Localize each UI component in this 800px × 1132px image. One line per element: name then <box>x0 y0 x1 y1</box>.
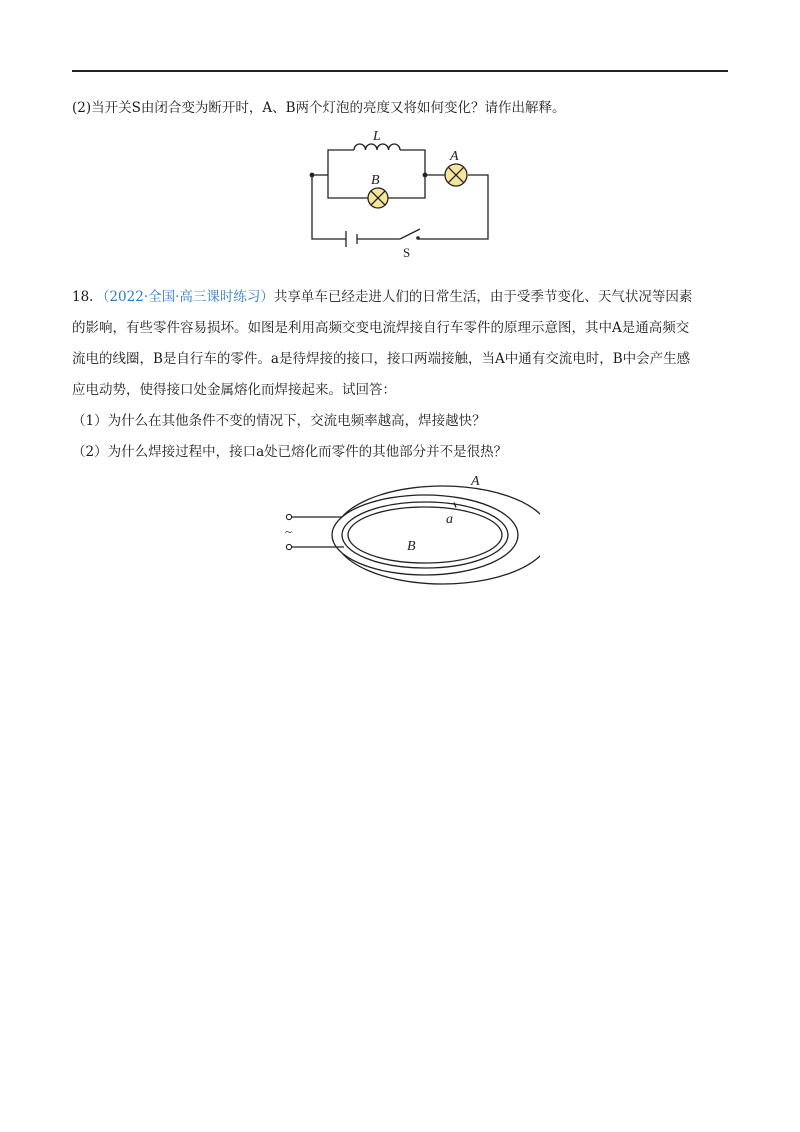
lamp-a-label: A <box>450 149 459 164</box>
q17-part2-text: (2)当开关S由闭合变为断开时，A、B两个灯泡的亮度又将如何变化？请作出解释。 <box>72 100 566 116</box>
lamp-b-label: B <box>371 173 380 188</box>
welding-diagram <box>280 470 540 590</box>
q18-text-1: 共享单车已经走进人们的日常生活，由于受季节变化、天气状况等因素 <box>273 289 693 305</box>
q18-sub2: （2）为什么焊接过程中，接口a处已熔化而零件的其他部分并不是很热？ <box>72 444 508 460</box>
q18-line1 <box>72 288 692 306</box>
q18-sub1: （1）为什么在其他条件不变的情况下，交流电频率越高，焊接越快？ <box>72 413 486 429</box>
coil-a-label: A <box>471 474 480 489</box>
switch-label: S <box>403 245 411 260</box>
q18-number: 18． <box>72 289 103 305</box>
part-b-label: B <box>407 539 416 554</box>
q18-line4: 应电动势，使得接口处金属熔化而焊接起来。试回答： <box>72 382 396 398</box>
ac-symbol: ~ <box>285 524 293 539</box>
circuit-diagram <box>300 120 500 260</box>
q18-line2: 的影响，有些零件容易损坏。如图是利用高频交变电流焊接自行车零件的原理示意图，其中A是通高频交 <box>72 320 690 336</box>
joint-a-label: a <box>446 512 453 527</box>
q18-line3: 流电的线圈，B是自行车的零件。a是待焊接的接口，接口两端接触，当A中通有交流电时，B中会产生感 <box>72 351 691 367</box>
inductor-label: L <box>373 129 381 144</box>
header-rule <box>72 70 728 72</box>
q18-source: （2022·全国·高三课时练习） <box>102 289 274 305</box>
